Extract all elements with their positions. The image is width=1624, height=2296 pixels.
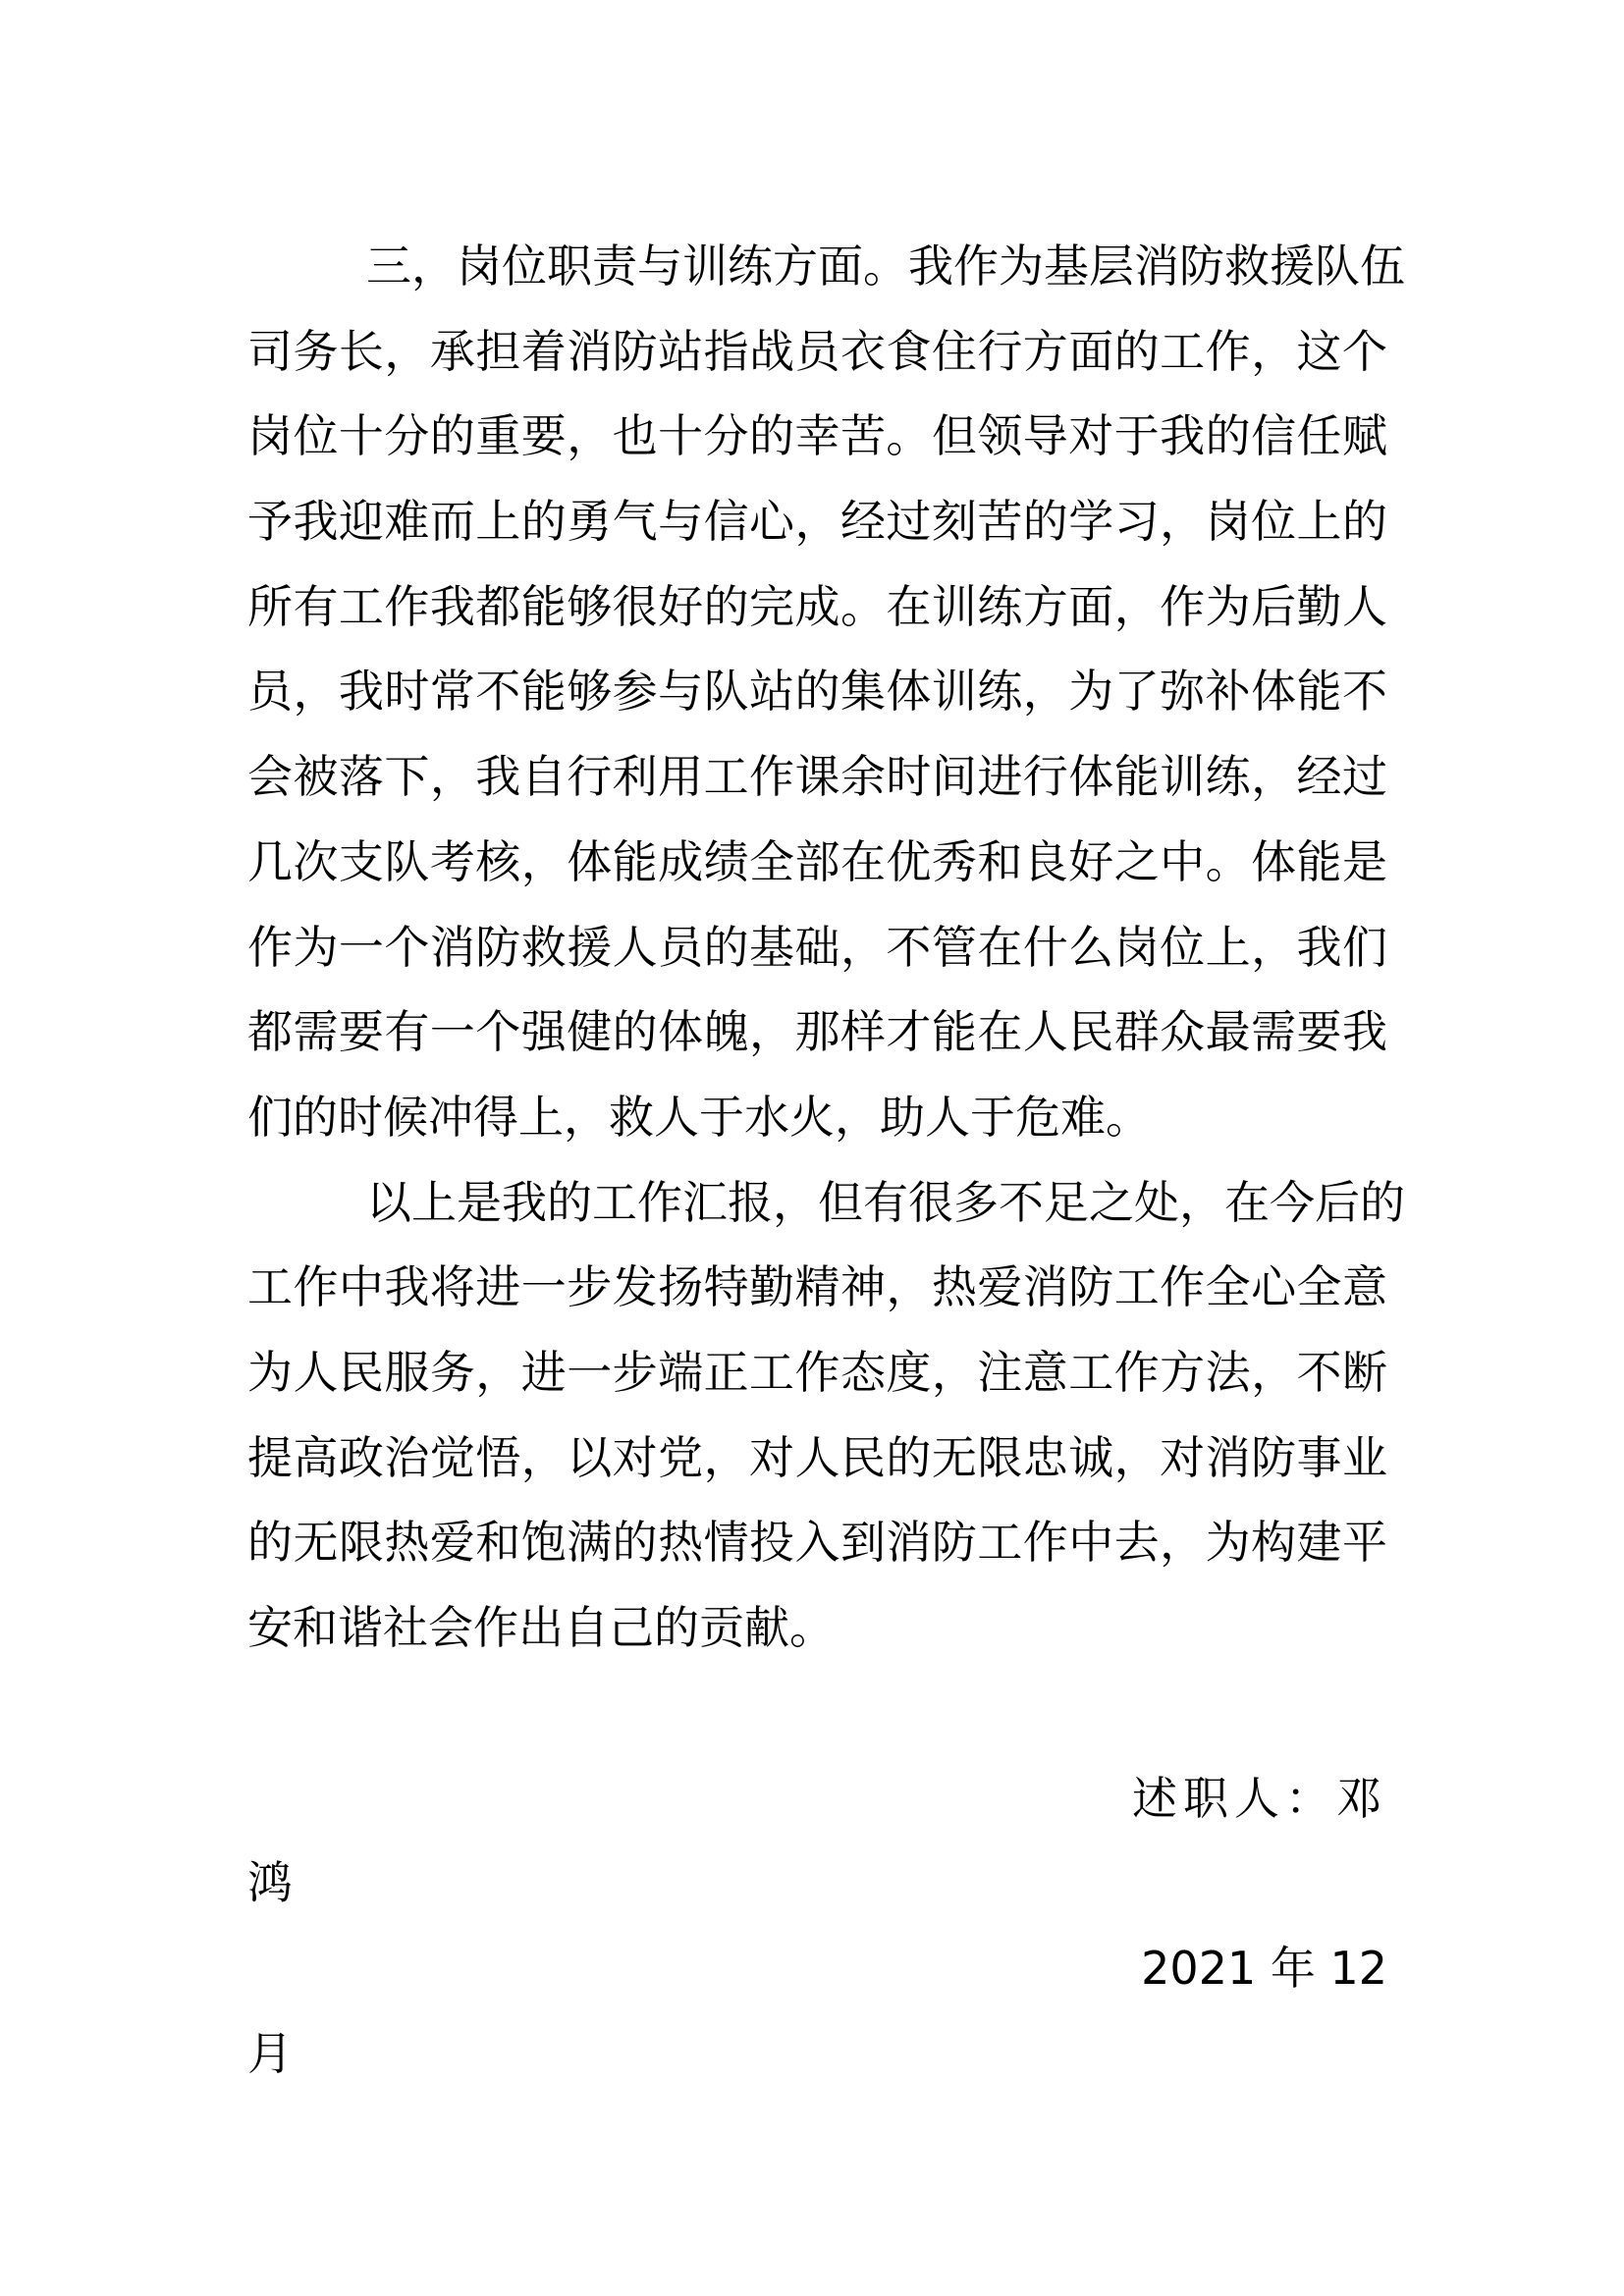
signature-date: 2021 年 12 [1141,1942,1387,1995]
text-line: 的无限热爱和饱满的热情投入到消防工作中去，为构建平 [247,1516,1387,1569]
text-line: 予我迎难而上的勇气与信心，经过刻苦的学习，岗位上的 [247,495,1387,548]
text-line: 员，我时常不能够参与队站的集体训练，为了弥补体能不 [247,665,1387,718]
text-line: 司务长，承担着消防站指战员衣食住行方面的工作，这个 [247,325,1387,378]
text-line: 提高政治觉悟，以对党，对人民的无限忠诚，对消防事业 [247,1431,1387,1484]
text-line: 工作中我将进一步发扬特勤精神，热爱消防工作全心全意 [247,1260,1387,1313]
signature-label: 述职人：邓 [1132,1772,1387,1825]
signature-name: 鸿 [247,1856,293,1909]
text-line: 所有工作我都能够很好的完成。在训练方面，作为后勤人 [247,580,1387,633]
text-line: 们的时候冲得上，救人于水火，助人于危难。 [247,1091,1151,1144]
signature-month: 月 [247,2027,293,2080]
text-line: 以上是我的工作汇报，但有很多不足之处，在今后的 [366,1176,1405,1229]
text-line: 岗位十分的重要，也十分的幸苦。但领导对于我的信任赋 [247,409,1387,462]
text-line: 几次支队考核，体能成绩全部在优秀和良好之中。体能是 [247,835,1387,888]
text-line: 安和谐社会作出自己的贡献。 [247,1601,835,1654]
text-line: 三，岗位职责与训练方面。我作为基层消防救援队伍 [366,240,1405,293]
text-line: 都需要有一个强健的体魄，那样才能在人民群众最需要我 [247,1005,1387,1058]
text-line: 为人民服务，进一步端正工作态度，注意工作方法，不断 [247,1346,1387,1399]
text-line: 会被落下，我自行利用工作课余时间进行体能训练，经过 [247,750,1387,803]
text-line: 作为一个消防救援人员的基础，不管在什么岗位上，我们 [247,921,1387,974]
